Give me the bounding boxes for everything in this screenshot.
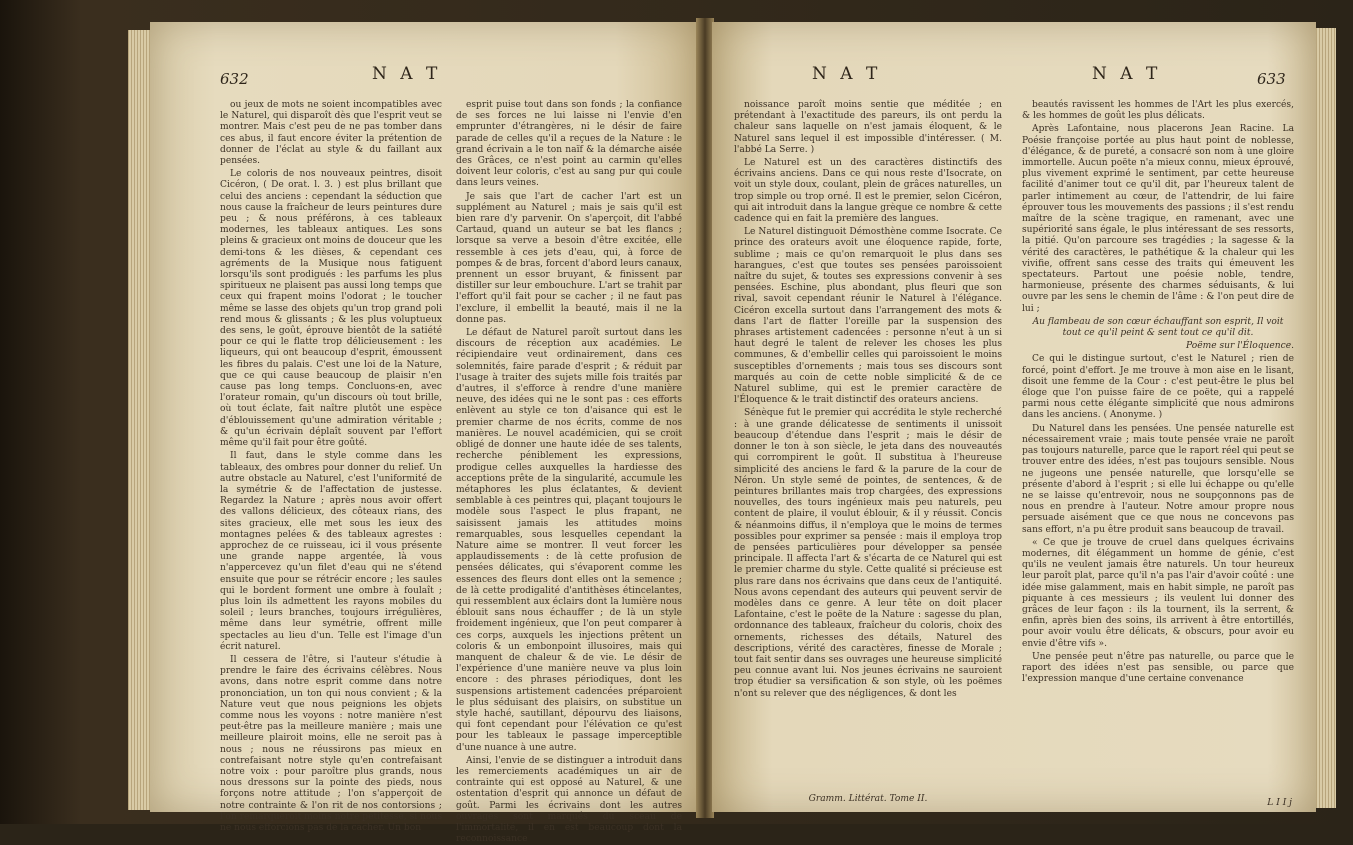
paragraph: Du Naturel dans les pensées. Une pensée naturelle est nécessairement vraie ; mais toute pensée vraie ne paroît pas toujours naturelle, parce que le raport réel qui peut se trouver entre des idées, n'est pas toujours sensible. Nous ne jugeons une pensée naturelle, que lorsqu'elle se présente d'abord à l'esprit ; si elle lui échappe ou qu'elle ne se laisse qu'entrevoir, nous ne soupçonnons pas de nous en prendre à l'auteur. Notre amour propre nous persuade aisément que ce que nous ne concevons pas sans effort, n'a pu être produit sans beaucoup de travail.	[1022, 423, 1294, 535]
running-header: N A T	[372, 64, 442, 84]
paragraph: Le défaut de Naturel paroît surtout dans les discours de réception aux académies. Le récipiendaire veut ordinairement, dans ces solemnités, faire parade d'esprit ; & réduit par l'usage à traiter des sujets mille fois traités par d'autres, il s'efforce à rendre d'une manière neuve, des idées qui ne le sont pas : ces efforts enlèvent au style ce ton d'aisance qui est le premier charme de nos écrits, comme de nos manières. Le nouvel académicien, qui se croit obligé de donner une haute idée de ses talents, recherche péniblement les expressions, prodigue celles auxquelles la hardiesse des acceptions prête de la singularité, accumule les métaphores les plus éclatantes, & devient semblable à ces peintres qui, plaçant toujours le modèle sous l'aspect le plus frapant, ne saisissent jamais les attitudes moins remarquables, sous lesquelles cependant la Nature aime se montrer. Il veut forcer les applaudissements : de là cette profusion de pensées délicates, qui s'évaporent comme les essences des fleurs dont elles ont la semence ; de là cette prodigalité d'antithèses étincelantes, qui ressemblent aux éclairs dont la lumière nous éblouit sans nous échauffer ; de là un style froidement ingénieux, que l'on peut comparer à ces corps, auxquels les injections prêtent un coloris & un embonpoint illusoires, mais qui manquent de chaleur & de vie. Le désir de l'expérience d'une manière neuve va plus loin encore : des phrases périodiques, dont les suspensions artistement cadencées préparoient le plus séduisant des plaisirs, on substitue un style haché, sautillant, dépourvu des liaisons, qui font cependant pour l'élévation ce qu'est pour les tableaux le passage imperceptible d'une nuance à une autre.	[456, 328, 682, 753]
footer-text: Gramm. Littérat. Tome II.	[808, 794, 928, 804]
paragraph: noissance paroît moins sentie que méditée ; en prétendant à l'exactitude des pareurs, ils ont perdu la chaleur sans laquelle on n'est jamais éloquent, & le Naturel sans lequel il est impossible d'intéresser. ( M. l'abbé La Serre. )	[734, 100, 1002, 155]
paragraph: Je sais que l'art de cacher l'art est un supplément au Naturel ; mais je sais qu'il est bien rare d'y parvenir. On s'aperçoit, dit l'abbé Cartaud, quand un auteur se bat les flancs ; lorsque sa verve a besoin d'être excitée, elle ressemble à ces jets d'eau, qui, à force de pompes & de bras, forcent d'abord leurs canaux, prennent un essor bruyant, & finissent par distiller sur leur embouchure. L'art se trahit par l'effort qu'il fait pour se cacher ; il ne faut pas l'exclure, il embellit la beauté, mais il ne la donne pas.	[456, 191, 682, 325]
text-column-1	[220, 100, 442, 833]
paragraph: Ainsi, l'envie de se distinguer a introduit dans les remerciements académiques un air de contrainte qui est opposé au Naturel, & une ostentation d'esprit qui annonce un défaut de goût. Parmi les écrivains dont les autres ouvrages sont marqués du sceau de l'immortalité, il en est beaucoup dont la reconnoissance	[456, 755, 682, 845]
paragraph: ou jeux de mots ne soient incompatibles avec le Naturel, qui disparoît dès que l'esprit veut se montrer. Mais c'est peu de ne pas tomber dans ces abus, il faut encore éviter la prétention de donner de l'éclat au style & du faillant aux pensées.	[220, 100, 442, 167]
signature-mark-box	[1232, 798, 1292, 812]
paragraph: Il faut, dans le style comme dans les tableaux, des ombres pour donner du relief. Un autre obstacle au Naturel, c'est l'uniformité de la symétrie & de l'affectation de justesse. Regardez la Nature ; après nous avoir offert des vallons délicieux, des côteaux rians, des sites gracieux, elle met sous les ieux des montagnes pelées & des tableaux agrestes : approchez de ce ruisseau, ici il vous présente une grande nappe argentée, là vous n'appercevez qu'un filet d'eau qui ne s'étend ensuite que pour se rétrécir encore ; les saules qui le bordent forment une ombre à foulaît ; plus loin ils admettent les rayons mobiles du soleil ; leurs branches, toujours irrégulières, même dans leur symétrie, offrent mille spectacles au lieu d'un. Telle est l'image d'un écrit naturel.	[220, 451, 442, 652]
right-page	[712, 22, 1316, 812]
paragraph: beautés ravissent les hommes de l'Art les plus exercés, & les hommes de goût les plus délicats.	[1022, 100, 1294, 122]
paragraph: Il cessera de l'être, si l'auteur s'étudie à prendre le faire des écrivains célèbres. Nous avons, dans notre esprit comme dans notre prononciation, un ton qui nous convient ; & la Nature veut que nous peignions les objets comme nous les voyons : notre manière n'est peut-être pas la meilleure manière ; mais une meilleure plairoit moins, elle ne seroit pas à nous ; nous ne réussirons pas mieux en contrefaisant notre style qu'en contrefaisant notre voix : pour paroître plus grands, nous nous dressons sur la pointe des pieds, nous forçons notre attitude ; l'on s'apperçoit de notre contrainte & l'on rit de nos contorsions ; l'on remarqueroit moins notre petitesse, si nous ne nous efforcions pas de la cacher. Un bon	[220, 654, 442, 833]
quote-source: Poëme sur l'Éloquence.	[1186, 341, 1294, 352]
paragraph: Sénèque fut le premier qui accrédita le style recherché : à une grande délicatesse de sentiments il unissoit beaucoup d'étendue dans l'esprit ; mais le désir de donner le ton à son siècle, le jeta dans des nouveautés qui corrompirent le goût. Il substitua à l'heureuse simplicité des anciens le fard & la parure de la cour de Néron. Un style semé de pointes, de sentences, & de peintures brillantes mais trop chargées, des expressions nouvelles, des tours ingénieux mais peu naturels, peu content de plaire, il voulut éblouir, & il y réussit. Concis & néanmoins diffus, il n'employa que le moins de termes possibles pour exprimer sa pensée : mais il employa trop de pensées particulières pour développer sa pensée principale. Il affecta l'art & s'écarta de ce Naturel qui est le premier charme du style. Cette qualité si précieuse est plus rare dans nos écrivains que dans ceux de l'antiquité. Nous avons cependant des auteurs qui peuvent servir de modèles dans ce genre. A leur tête on doit placer Lafontaine, c'est le poëte de la Nature : sagesse du plan, ordonnance des tableaux, fraîcheur du coloris, choix des ornements, richesses des détails, Naturel des descriptions, vérité des caractères, finesse de Morale ; tout fait sentir dans ses ouvrages une heureuse simplicité peu connue avant lui. Nos jeunes écrivains ne sauroient trop étudier sa versification & son style, où les poëmes n'ont su relever que des négligences, & dont les	[734, 408, 1002, 699]
signature-mark: L I I j	[1267, 798, 1292, 808]
page-edges-left	[128, 30, 152, 810]
paragraph: Après Lafontaine, nous placerons Jean Racine. La Poésie françoise portée au plus haut point de noblesse, d'élégance, & de pureté, a consacré son nom à une gloire immortelle. Aucun poëte n'a mieux connu, mieux éprouvé, plus vivement exprimé le sentiment, par cette heureuse facilité d'animer tout ce qu'il dit, par l'heureux talent de parler intimement au cœur, de l'attendrir, de lui faire éprouver tous les mouvements des passions ; il s'est rendu maître de la scène tragique, en ramenant, avec une supériorité sans égale, le plus intéressant de ses ressorts, la pitié. Qu'on parcoure ses tragédies ; la sagesse & la vérité des caractères, le pathétique & la chaleur qui les vivifie, offrent sans cesse des traits qui émeuvent les spectateurs. Partout une poésie noble, tendre, harmonieuse, présente des charmes séduisants, & lui ouvre par les sens le chemin de l'âme : & l'on peut dire de lui ;	[1022, 124, 1294, 314]
paragraph: Le Naturel distinguoit Démosthène comme Isocrate. Ce prince des orateurs avoit une éloquence rapide, forte, sublime ; mais ce qu'on remarquoit le plus dans ses harangues, c'est que toutes ses pensées paroissoient naître du sujet, & toutes ses expressions convenir à ses pensées. Eschine, plus abondant, plus fleuri que son rival, savoit cependant réunir le Naturel à l'élégance. Cicéron excella surtout dans l'arrangement des mots & dans l'art de flatter l'oreille par la suspension des phrases artistement cadencées : personne n'eut à un si haut degré le talent de relever les choses les plus communes, & d'embellir celles qui paroissoient le moins susceptibles d'ornements ; mais tous ses discours sont marqués au coin de cette noble simplicité & de ce Naturel sublime, qui est le premier caractère de l'Éloquence & le trait distinctif des orateurs anciens.	[734, 227, 1002, 406]
page-edges-right	[1314, 28, 1336, 808]
text-column-1	[734, 100, 1002, 790]
paragraph: Une pensée peut n'être pas naturelle, ou parce que le raport des idées n'est pas sensible, ou parce que l'expression manque d'une certaine convenance	[1022, 651, 1294, 685]
text-column-2	[456, 100, 682, 845]
footer-title	[734, 794, 1002, 808]
paragraph: Le coloris de nos nouveaux peintres, disoit Cicéron, ( De orat. l. 3. ) est plus brillant que celui des anciens : cependant la séduction que nous cause la fraîcheur de leurs peintures dure peu ; & nous préférons, à ces tableaux modernes, les tableaux antiques. Les sons pleins & gracieux ont moins de douceur que les demi-tons & les dièses, & cependant ces agréments de la Musique nous fatiguent lorsqu'ils sont prodigués : les parfums les plus spiritueux ne plaisent pas aussi long temps que ceux qui frapent moins l'odorat ; le toucher même se lasse des objets qu'un trop grand poli rend mous & glissants ; & les plus voluptueux des sens, le goût, éprouve bientôt de la satiété pour ce qui le flatte trop délicieusement : les liqueurs, qui ont beaucoup d'esprit, émoussent les fibres du palais. C'est une loi de la Nature, que ce qui cause beaucoup de plaisir n'en cause pas long temps. Concluons-en, avec l'orateur romain, qu'un discours où tout brille, où tout éclate, fait naître plutôt une espèce d'éblouissement qu'une admiration véritable ; & qu'un écrivain déplaît souvent par l'effort même qu'il fait pour être goûté.	[220, 169, 442, 449]
paragraph: Ce qui le distingue surtout, c'est le Naturel ; rien de forcé, point d'effort. Je me trouve à mon aise en le lisant, disoit une femme de la Cour : c'est peut-être le plus bel éloge que l'on puisse faire de ce poëte, qui a rappelé parmi nous cette élégante simplicité que nous admirons dans les anciens. ( Anonyme. )	[1022, 354, 1294, 421]
paragraph: Le Naturel est un des caractères distinctifs des écrivains anciens. Dans ce qui nous reste d'Isocrate, on voit un style doux, coulant, plein de grâces naturelles, un trop simple ou trop orné. Il est le premier, selon Cicéron, qui ait introduit dans la langue grèque ce nombre & cette cadence qui en fait la première des langues.	[734, 158, 1002, 225]
running-header: N A T	[812, 64, 882, 84]
left-page	[150, 22, 698, 845]
page-number: 632	[220, 70, 249, 88]
paragraph: « Ce que je trouve de cruel dans quelques écrivains modernes, dit élégamment un homme de génie, c'est qu'ils ne veulent jamais être naturels. Un tour heureux leur paroît plat, parce qu'il n'a pas l'air d'avoir coûté : une idée mise galamment, mais en habit simple, ne paroît pas piquante à ces messieurs ; ils veulent lui donner des grâces de leur façon : ils la tournent, ils la serrent, & enfin, après bien des soins, ils arrivent à être entortillés, pour avoir voulu être délicats, & obscurs, pour avoir eu envie d'être vifs ».	[1022, 537, 1294, 649]
running-header-2: N A T	[1092, 64, 1162, 84]
verse-quote: Au flambeau de son cœur échauffant son esprit, Il voit tout ce qu'il peint & sent tout ce qu'il dit.	[1032, 316, 1284, 339]
text-column-2	[1022, 100, 1294, 800]
page-number: 633	[1257, 70, 1286, 88]
paragraph: esprit puise tout dans son fonds ; la confiance de ses forces ne lui laisse ni l'envie d'en emprunter d'étrangères, ni le désir de faire parade de celles qu'il a reçues de la Nature : le grand écrivain a le ton naïf & la démarche aisée des Grâces, ce n'est point au carmin qu'elles doivent leur coloris, c'est au sang pur qui coule dans leurs veines.	[456, 100, 682, 189]
